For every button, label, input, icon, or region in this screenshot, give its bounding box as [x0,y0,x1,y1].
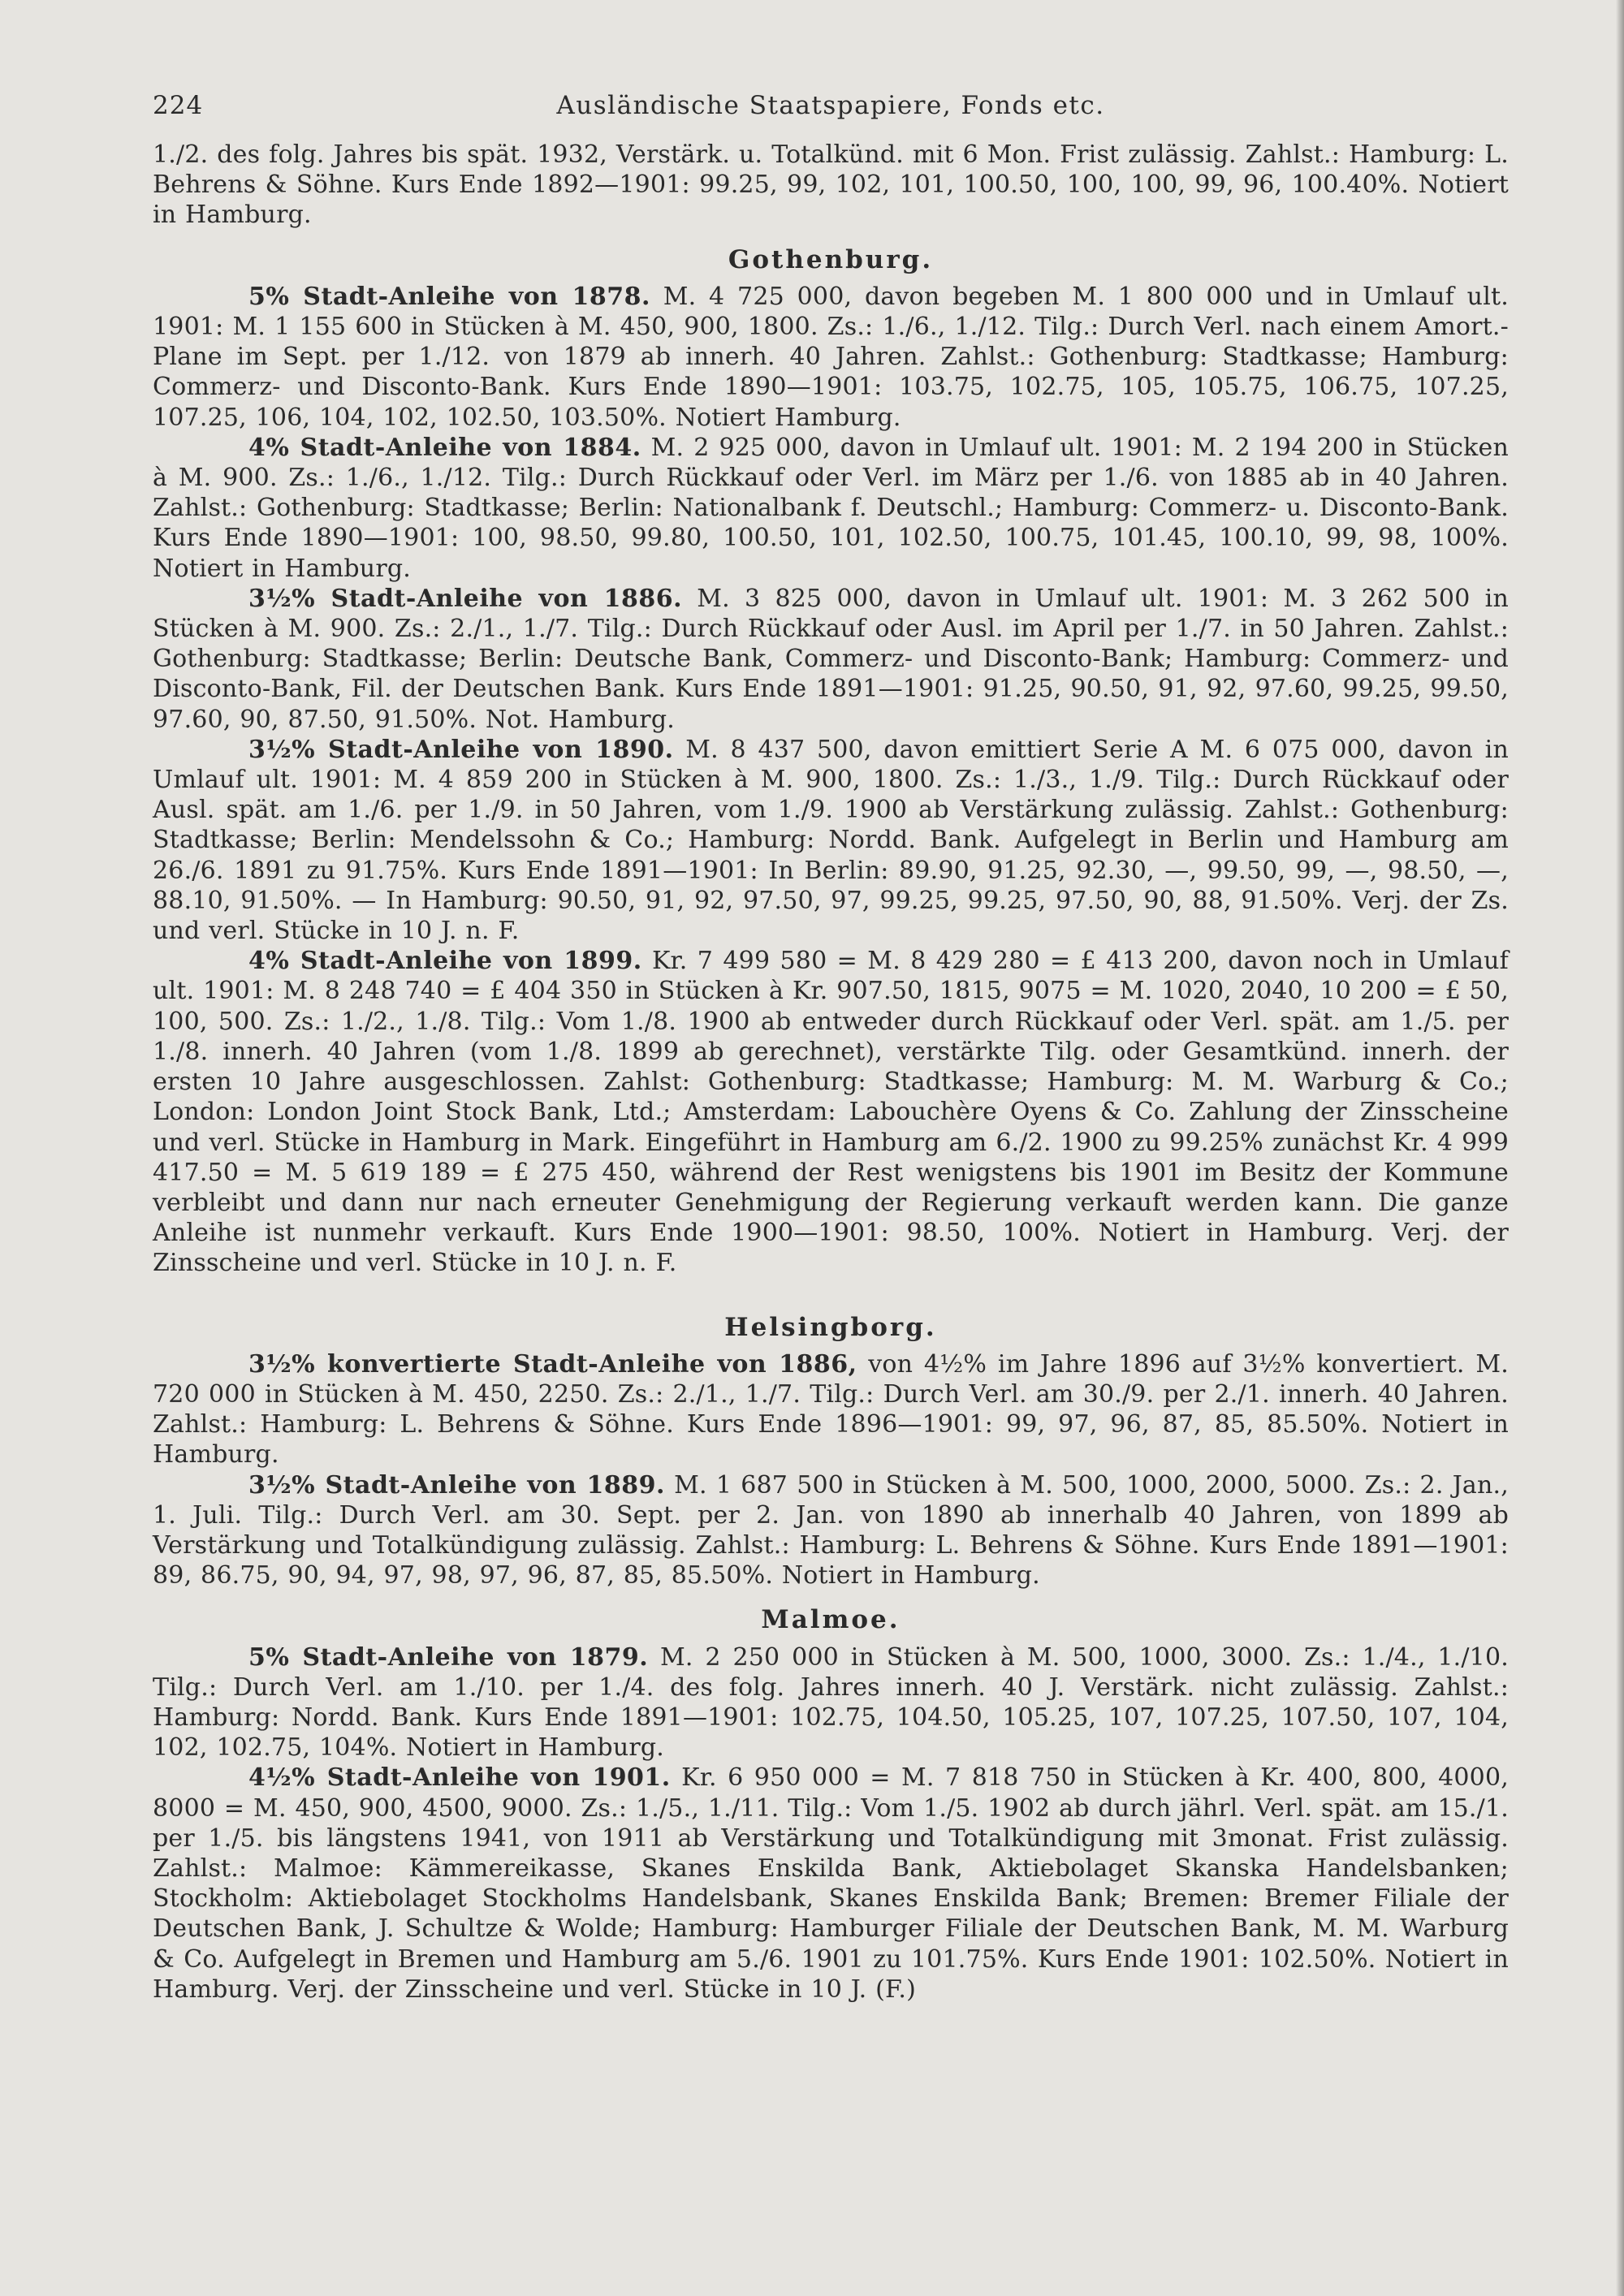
entry-lead: 5% Stadt-Anleihe von 1878. [248,282,650,311]
entry-gothenburg-1886 [153,584,1509,735]
page-number: 224 [153,91,204,120]
section-heading-malmoe: Malmoe. [761,1605,901,1635]
entry-lead: 5% Stadt-Anleihe von 1879. [248,1642,649,1672]
entry-text: M. 2 925 000, davon in Umlauf ult. 1901: M. 2 194 200 in Stücken à M. 900. Zs.: 1./6., 1./12. Tilg.: Durch Rückkauf oder Verl. im März per 1./6. von 1885 ab in 40 Jahren. Zahlst.: Gothenburg: Stadtkasse; Berlin: Nationalbank f. Deutschl.; Hamburg: Commerz- u. Disconto-Bank. Kurs Ende 1890—1901: 100, 98.50, 99.80, 100.50, 101, 102.50, 100.75, 101.45, 100.10, 99, 98, 100%. Notiert in Hamburg. [153,433,1509,583]
entry-text: M. 3 825 000, davon in Umlauf ult. 1901: M. 3 262 500 in Stücken à M. 900. Zs.: 2./1., 1./7. Tilg.: Durch Rückkauf oder Ausl. im April per 1./7. in 50 Jahren. Zahlst.: Gothenburg: Stadtkasse; Berlin: Deutsche Bank, Commerz- und Disconto-Bank; Hamburg: Commerz- und Disconto-Bank, Fil. der Deutschen Bank. Kurs Ende 1891—1901: 91.25, 90.50, 91, 92, 97.60, 99.25, 99.50, 97.60, 90, 87.50, 91.50%. Not. Hamburg. [153,584,1509,734]
entry-gothenburg-1884 [153,433,1509,584]
entry-text: M. 8 437 500, davon emittiert Serie A M. 6 075 000, davon in Umlauf ult. 1901: M. 4 859 200 in Stücken à M. 900, 1800. Zs.: 1./3., 1./9. Tilg.: Durch Rückkauf oder Ausl. spät. am 1./6. per 1./9. in 50 Jahren, vom 1./9. 1900 ab Verstärkung zulässig. Zahlst.: Gothenburg: Stadtkasse; Berlin: Mendelssohn & Co.; Hamburg: Nordd. Bank. Aufgelegt in Berlin und Hamburg am 26./6. 1891 zu 91.75%. Kurs Ende 1891—1901: In Berlin: 89.90, 91.25, 92.30, —, 99.50, 99, —, 98.50, —, 88.10, 91.50%. — In Hamburg: 90.50, 91, 92, 97.50, 97, 99.25, 99.25, 97.50, 90, 88, 91.50%. Verj. der Zs. und verl. Stücke in 10 J. n. F. [153,735,1509,946]
entry-text: Kr. 6 950 000 = M. 7 818 750 in Stücken à Kr. 400, 800, 4000, 8000 = M. 450, 900, 4500, 9000. Zs.: 1./5., 1./11. Tilg.: Vom 1./5. 1902 ab durch jährl. Verl. spät. am 15./1. per 1./5. bis längstens 1941, von 1911 ab Verstärkung und Totalkündigung mit 3monat. Frist zulässig. Zahlst.: Malmoe: Kämmereikasse, Skanes Enskilda Bank, Aktiebolaget Skanska Handelsbanken; Stockholm: Aktiebolaget Stockholms Handelsbank, Skanes Enskilda Bank; Bremen: Bremer Filiale der Deutschen Bank, J. Schultze & Wolde; Hamburg: Hamburger Filiale der Deutschen Bank, M. M. Warburg & Co. Aufgelegt in Bremen und Hamburg am 5./6. 1901 zu 101.75%. Kurs Ende 1901: 102.50%. Notiert in Hamburg. Verj. der Zinsscheine und verl. Stücke in 10 J. (F.) [153,1763,1509,2004]
entry-gothenburg-1878 [153,282,1509,433]
entry-lead: 3½% Stadt-Anleihe von 1890. [248,735,674,764]
entry-helsingborg-1886 [153,1349,1509,1470]
entry-text: von 4½% im Jahre 1896 auf 3½% konvertiert. M. 720 000 in Stücken à M. 450, 2250. Zs.: 2./1., 1./7. Tilg.: Durch Verl. am 30./9. per 2./1. innerh. 40 Jahren. Zahlst.: Hamburg: L. Behrens & Söhne. Kurs Ende 1896—1901: 99, 97, 96, 87, 85, 85.50%. Notiert in Hamburg. [153,1349,1509,1470]
entry-text: M. 4 725 000, davon begeben M. 1 800 000 und in Umlauf ult. 1901: M. 1 155 600 in Stücken à M. 450, 900, 1800. Zs.: 1./6., 1./12. Tilg.: Durch Verl. nach einem Amort.-Plane im Sept. per 1./12. von 1879 ab innerh. 40 Jahren. Zahlst.: Gothenburg: Stadtkasse; Hamburg: Commerz- und Disconto-Bank. Kurs Ende 1890—1901: 103.75, 102.75, 105, 105.75, 106.75, 107.25, 107.25, 106, 104, 102, 102.50, 103.50%. Notiert Hamburg. [153,282,1509,432]
document-page [153,91,1509,2005]
intro-paragraph: 1./2. des folg. Jahres bis spät. 1932, Verstärk. u. Totalkünd. mit 6 Mon. Frist zulässig. Zahlst.: Hamburg: L. Behrens & Söhne. Kurs Ende 1892—1901: 99.25, 99, 102, 101, 100.50, 100, 100, 99, 96, 100.40%. Notiert in Hamburg. [153,140,1509,230]
entry-lead: 4½% Stadt-Anleihe von 1901. [248,1763,671,1793]
entry-helsingborg-1889 [153,1470,1509,1591]
section-heading-gothenburg: Gothenburg. [728,244,934,274]
entry-malmoe-1879 [153,1642,1509,1763]
running-title: Ausländische Staatspapiere, Fonds etc. [556,91,1105,120]
entry-lead: 3½% Stadt-Anleihe von 1886. [248,584,683,613]
entry-malmoe-1901 [153,1763,1509,2005]
entry-text: Kr. 7 499 580 = M. 8 429 280 = £ 413 200, davon noch in Umlauf ult. 1901: M. 8 248 740 = £ 404 350 in Stücken à Kr. 907.50, 1815, 9075 = M. 1020, 2040, 10 200 = £ 50, 100, 500. Zs.: 1./2., 1./8. Tilg.: Vom 1./8. 1900 ab entweder durch Rückkauf oder Verl. spät. am 1./5. per 1./8. innerh. 40 Jahren (vom 1./8. 1899 ab gerechnet), verstärkte Tilg. oder Gesamtkünd. innerh. der ersten 10 Jahre ausgeschlossen. Zahlst: Gothenburg: Stadtkasse; Hamburg: M. M. Warburg & Co.; London: London Joint Stock Bank, Ltd.; Amsterdam: Labouchère Oyens & Co. Zahlung der Zinsscheine und verl. Stücke in Hamburg in Mark. Eingeführt in Hamburg am 6./2. 1900 zu 99.25% zunächst Kr. 4 999 417.50 = M. 5 619 189 = £ 275 450, während der Rest wenigstens bis 1901 im Besitz der Kommune verbleibt und dann nur nach erneuter Genehmigung der Regierung verkauft werden kann. Die ganze Anleihe ist nunmehr verkauft. Kurs Ende 1900—1901: 98.50, 100%. Notiert in Hamburg. Verj. der Zinsscheine und verl. Stücke in 10 J. n. F. [153,947,1509,1278]
entry-lead: 4% Stadt-Anleihe von 1899. [248,947,642,976]
entry-gothenburg-1890 [153,735,1509,946]
entry-text: M. 1 687 500 in Stücken à M. 500, 1000, 2000, 5000. Zs.: 2. Jan., 1. Juli. Tilg.: Durch Verl. am 30. Sept. per 2. Jan. von 1890 ab innerhalb 40 Jahren, von 1899 ab Verstärkung und Totalkündigung zulässig. Zahlst.: Hamburg: L. Behrens & Söhne. Kurs Ende 1891—1901: 89, 86.75, 90, 94, 97, 98, 97, 96, 87, 85, 85.50%. Notiert in Hamburg. [153,1470,1509,1590]
section-heading-helsingborg: Helsingborg. [724,1312,937,1342]
entry-lead: 3½% konvertierte Stadt-Anleihe von 1886, [248,1349,857,1379]
entry-text: M. 2 250 000 in Stücken à M. 500, 1000, 3000. Zs.: 1./4., 1./10. Tilg.: Durch Verl. am 1./10. per 1./4. des folg. Jahres innerh. 40 J. Verstärk. nicht zulässig. Zahlst.: Hamburg: Nordd. Bank. Kurs Ende 1891—1901: 102.75, 104.50, 105.25, 107, 107.25, 107.50, 107, 104, 102, 102.75, 104%. Notiert in Hamburg. [153,1642,1509,1763]
entry-lead: 4% Stadt-Anleihe von 1884. [248,433,641,462]
scan-edge [1616,0,1624,2296]
entry-gothenburg-1899 [153,946,1509,1278]
page-header [153,91,1509,140]
entry-lead: 3½% Stadt-Anleihe von 1889. [248,1470,665,1500]
body-text [153,140,1509,2005]
